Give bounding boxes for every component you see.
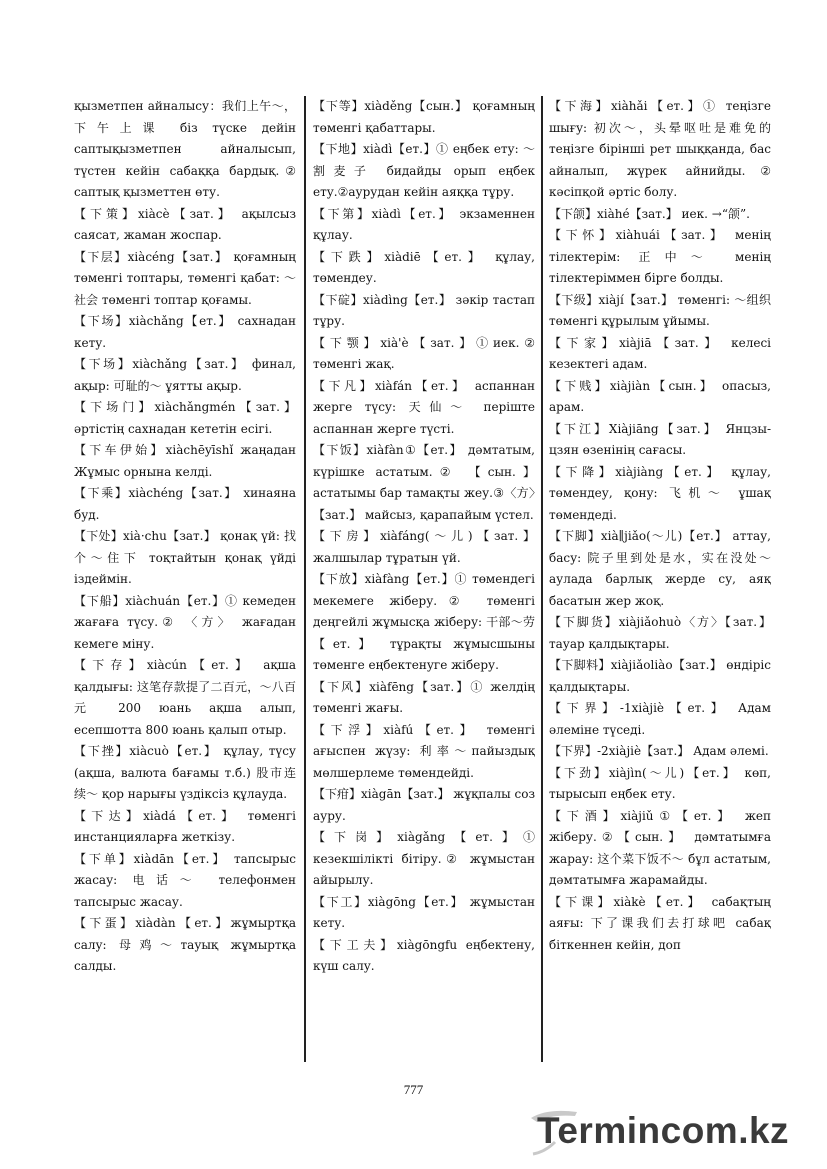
dictionary-entry: 【下脚货】xiàjiǎohuò〈方〉【зат.】 тауар қалдықтары.	[549, 615, 771, 651]
watermark-text: Termincom.kz	[537, 1110, 790, 1151]
dictionary-entry: 【下海】xiàhǎi【ет.】① теңізге шығу: 初次～，头晕呕吐是难免的 теңізге бірінші рет шыққанда, бас айналып, жүрек айнийды.② кәсіпқой әртіс болу.	[549, 99, 771, 199]
column-middle	[313, 96, 535, 1071]
page-number: 777	[403, 1082, 424, 1097]
dictionary-entry: 【下课】xiàkè【ет.】 сабақтың аяғы: 下了课我们去打球吧 сабақ біткеннен кейін, доп	[549, 894, 771, 952]
column-right	[549, 96, 771, 1071]
dictionary-entry: қызметпен айналысу：我们上午～，下午上课 біз түске дейін саптықызметпен айналысып, түстен кейін сабаққа бардық.② саптық қызметтен өту.	[74, 99, 296, 199]
dictionary-entry: 【下怀】xiàhuái【зат.】 менің тілектерім: 正中～ менің тілектеріммен бірге болды.	[549, 228, 771, 285]
dictionary-entry: 【下挫】xiàcuò【ет.】 құлау, түсу (ақша, валюта бағамы т.б.) 股市连续～ қор нарығы үздіксіз құлауда.	[74, 744, 296, 801]
dictionary-entry: 【下单】xiàdān【ет.】 тапсырыс жасау: 电话～ телефонмен тапсырыс жасау.	[74, 851, 296, 909]
dictionary-entry: 【下江】Xiàjiāng【зат.】 Янцзы-цзян өзенінің сағасы.	[549, 421, 771, 457]
dictionary-entry: 【下放】xiàfàng【ет.】① төмендегі мекемеге жіберу.② төменгі деңгейлі жұмысқа жіберу: 干部～劳【ет.】 тұрақты жұмысшыны төменге еңбектенуге жіберу.	[313, 572, 535, 672]
dictionary-entry: 【下第】xiàdì【ет.】 экзаменнен құлау.	[313, 206, 535, 242]
dictionary-entry: 【下房】xiàfáng(～儿)【зат.】 жалшылар тұратын үй.	[313, 529, 535, 565]
dictionary-entry: 【下层】xiàcéng【зат.】 қоғамның төменгі топтары, төменгі қабат: ～社会 төменгі топтар қоғамы.	[74, 249, 296, 307]
dictionary-entry: 【下贱】xiàjiàn【сын.】 опасыз, арам.	[549, 378, 771, 414]
dictionary-entry: 【下凡】xiàfán【ет.】 аспаннан жерге түсу: 天仙～ періште аспаннан жерге түсті.	[313, 378, 535, 436]
dictionary-entry: 【下碇】xiàdìng【ет.】 зәкір тастап тұру.	[313, 292, 535, 328]
dictionary-entry: 【下处】xià·chu【зат.】 қонақ үй: 找个～住下 тоқтайтын қонақ үйді іздеймін.	[74, 529, 296, 586]
dictionary-entry: 【下界】-2xiàjiè【зат.】 Адам әлемі.	[549, 744, 769, 758]
dictionary-entry: 【下地】xiàdì【ет.】① еңбек ету: ～割麦子 бидайды орып еңбек ету.②аурудан кейін аяққа тұру.	[313, 142, 535, 199]
dictionary-entry: 【下家】xiàjiā【зат.】 келесі кезектегі адам.	[549, 335, 771, 371]
dictionary-entry: 【下存】xiàcún【ет.】 ақша қалдығы: 这笔存款提了二百元，～八百元 200 юань ақша алып, есепшотта 800 юань қалып отыр.	[74, 658, 296, 737]
dictionary-entry: 【下饭】xiàfàn①【ет.】 дәмтатым, күрішке астатым.② 【сын.】 астатымы бар тамақты жеу.③〈方〉【зат.】 майсыз, қарапайым үстел.	[313, 443, 535, 522]
dictionary-entry: 【下界】-1xiàjiè【ет.】 Адам әлеміне түседі.	[549, 701, 771, 737]
dictionary-entry: 【下疳】xiàgān【зат.】 жұқпалы соз ауру.	[313, 787, 535, 823]
dictionary-entry: 【下工夫】xiàgōngfu еңбектену, күш салу.	[313, 937, 535, 973]
dictionary-entry: 【下颌】xiàhé【зат.】 иек. →“颌”.	[549, 206, 750, 221]
watermark-logo	[525, 1102, 820, 1162]
dictionary-entry: 【下浮】xiàfú【ет.】 төменгі ағыспен жүзу: 利率～пайыздық мөлшерлеме төмендейді.	[313, 722, 535, 780]
column-left	[74, 96, 296, 1071]
column-divider	[541, 96, 543, 1062]
dictionary-entry: 【下乘】xiàchéng【зат.】 хинаяна буд.	[74, 486, 296, 522]
dictionary-entry: 【下级】xiàjí【зат.】 төменгі: ～组织 төменгі құрылым ұйымы.	[549, 292, 771, 328]
dictionary-entry: 【下蛋】xiàdàn【ет.】жұмыртқа салу: 母鸡～тауық жұмыртқа салды.	[74, 916, 296, 973]
dictionary-entry: 【下颚】xià'è【зат.】①иек.② төменгі жақ.	[313, 335, 535, 371]
column-divider	[304, 96, 306, 1062]
dictionary-entry: 【下船】xiàchuán【ет.】① кемеден жағаға түсу.② 〈方〉 жағадан кемеге міну.	[74, 593, 296, 651]
dictionary-entry: 【下车伊始】xiàchēyīshǐ жаңадан Жұмыс орнына келді.	[74, 443, 296, 479]
dictionary-entry: 【下降】xiàjiàng【ет.】 құлау, төмендеу, қону: 飞机～ ұшақ төмендеді.	[549, 464, 771, 522]
dictionary-entry: 【下跌】xiàdiē【ет.】 құлау, төмендеу.	[313, 249, 535, 285]
dictionary-entry: 【下酒】xiàjiǔ①【ет.】 жеп жіберу.②【сын.】 дәмтатымға жарау: 这个菜下饭不～ бұл астатым, дәмтатымға жарамайды.	[549, 808, 771, 887]
dictionary-entry: 【下岗】xiàgǎng【ет.】① кезекшілікті бітіру.② жұмыстан айырылу.	[313, 830, 535, 887]
dictionary-entry: 【下脚】xià∥jiǎo(～儿)【ет.】 аттау, басу: 院子里到处是水，实在没处～аулада барлық жерде су, аяқ басатын жер жоқ.	[549, 529, 771, 608]
dictionary-entry: 【下等】xiàděng【сын.】 қоғамның төменгі қабаттары.	[313, 99, 535, 135]
dictionary-entry: 【下脚料】xiàjiǎoliào【зат.】 өндіріс қалдықтары.	[549, 658, 771, 694]
dictionary-entry: 【下策】xiàcè【зат.】 ақылсыз саясат, жаман жоспар.	[74, 206, 296, 242]
dictionary-entry: 【下风】xiàfēng【зат.】① желдің төменгі жағы.	[313, 679, 535, 715]
dictionary-entry: 【下场】xiàchǎng【ет.】 сахнадан кету.	[74, 314, 296, 350]
dictionary-entry: 【下劲】xiàjìn(～儿)【ет.】 көп, тырысып еңбек ету.	[549, 765, 771, 801]
dictionary-entry: 【下场门】xiàchǎngmén【зат.】 әртістің сахнадан кететін есігі.	[74, 400, 296, 436]
dictionary-entry: 【下达】xiàdá【ет.】 төменгі инстанцияларға жеткізу.	[74, 808, 296, 844]
dictionary-entry: 【下场】xiàchǎng【зат.】 финал, ақыр: 可耻的～ ұятты ақыр.	[74, 357, 296, 393]
dictionary-entry: 【下工】xiàgōng【ет.】 жұмыстан кету.	[313, 894, 535, 930]
